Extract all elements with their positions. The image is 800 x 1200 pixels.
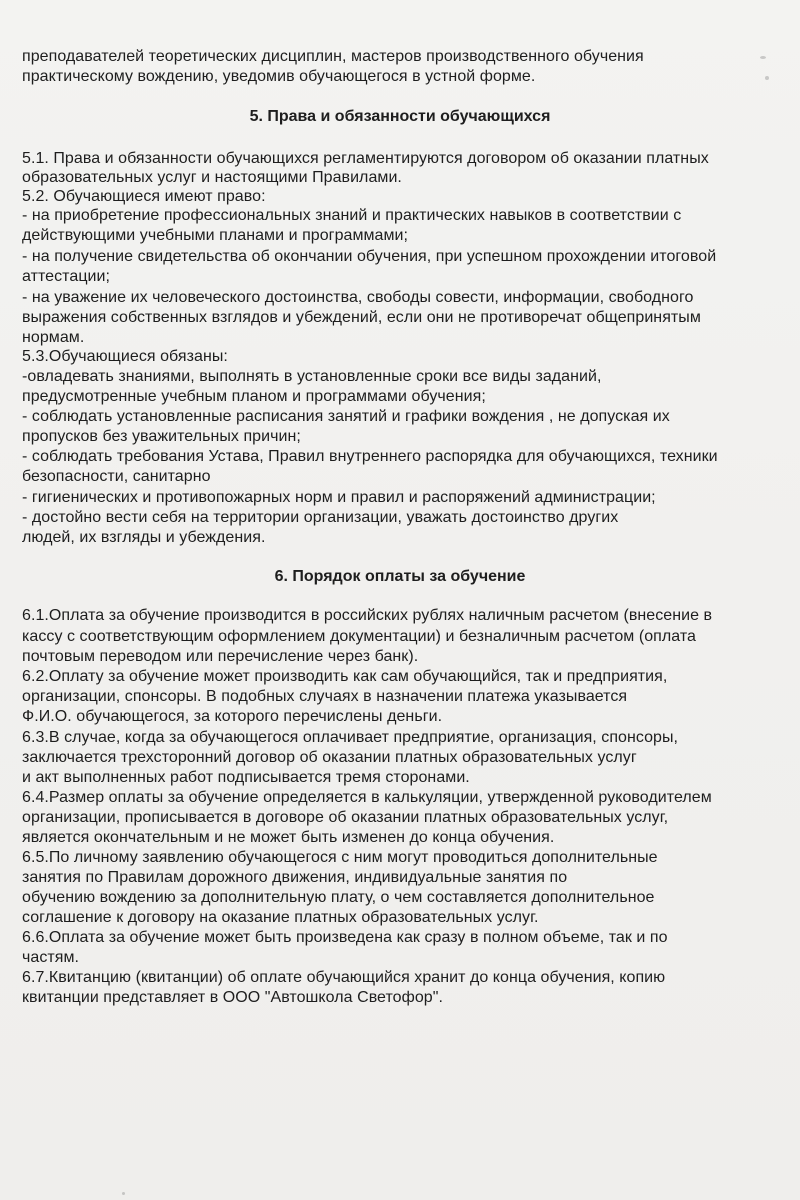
text-line: выражения собственных взглядов и убеждений, если они не противоречат общепринятым (22, 309, 701, 326)
text-line: является окончательным и не может быть изменен до конца обучения. (22, 829, 555, 846)
text-line: 5.2. Обучающиеся имеют право: (22, 188, 266, 205)
text-line: 6.3.В случае, когда за обучающегося оплачивает предприятие, организация, спонсоры, (22, 729, 679, 746)
text-line: - достойно вести себя на территории организации, уважать достоинство других (22, 509, 619, 526)
text-line: 6.7.Квитанцию (квитанции) об оплате обучающийся хранит до конца обучения, копию (22, 969, 666, 986)
text-line: заключается трехсторонний договор об оказании платных образовательных услуг (22, 749, 637, 766)
text-line: обучению вождению за дополнительную плату, о чем составляется дополнительное (22, 889, 655, 906)
text-line: и акт выполненных работ подписывается тремя сторонами. (22, 769, 470, 786)
scan-mark (122, 1192, 125, 1195)
text-line: - гигиенических и противопожарных норм и правил и распоряжений администрации; (22, 489, 656, 506)
text-line: 5.3.Обучающиеся обязаны: (22, 348, 228, 365)
text-line: - соблюдать требования Устава, Правил внутреннего распорядка для обучающихся, техники (22, 448, 718, 465)
text-line: безопасности, санитарно (22, 468, 211, 485)
text-line: кассу с соответствующим оформлением документации) и безналичным расчетом (оплата (22, 628, 696, 645)
text-line: 5.1. Права и обязанности обучающихся регламентируются договором об оказании платных (22, 150, 709, 167)
text-line: частям. (22, 949, 80, 966)
text-line: практическому вождению, уведомив обучающегося в устной форме. (22, 68, 536, 85)
text-line: - соблюдать установленные расписания занятий и графики вождения , не допуская их (22, 408, 670, 425)
text-line: организации, спонсоры. В подобных случаях в назначении платежа указывается (22, 688, 628, 705)
text-line: - на получение свидетельства об окончании обучения, при успешном прохождении итоговой (22, 248, 717, 265)
text-line: организации, прописывается в договоре об оказании платных образовательных услуг, (22, 809, 669, 826)
text-line: 6.6.Оплата за обучение может быть произведена как сразу в полном объеме, так и по (22, 929, 668, 946)
text-line: преподавателей теоретических дисциплин, мастеров производственного обучения (22, 48, 644, 65)
text-line: - на приобретение профессиональных знаний и практических навыков в соответствии с (22, 207, 682, 224)
text-line: квитанции представляет в ООО "Автошкола Светофор". (22, 989, 443, 1006)
text-line: -овладевать знаниями, выполнять в установленные сроки все виды заданий, (22, 368, 602, 385)
text-line: образовательных услуг и настоящими Правилами. (22, 169, 402, 186)
text-line: 6.1.Оплата за обучение производится в российских рублях наличным расчетом (внесение в (22, 607, 713, 624)
text-line: - на уважение их человеческого достоинства, свободы совести, информации, свободного (22, 289, 694, 306)
text-line: людей, их взгляды и убеждения. (22, 529, 266, 546)
text-line: 6.2.Оплату за обучение может производить как сам обучающийся, так и предприятия, (22, 668, 668, 685)
text-line: соглашение к договору на оказание платных образовательных услуг. (22, 909, 539, 926)
scan-mark (760, 56, 766, 59)
text-line: действующими учебными планами и программами; (22, 227, 409, 244)
text-line: Ф.И.О. обучающегося, за которого перечислены деньги. (22, 708, 443, 725)
text-line: пропусков без уважительных причин; (22, 428, 301, 445)
text-line: нормам. (22, 329, 85, 346)
text-line: 6.5.По личному заявлению обучающегося с ним могут проводиться дополнительные (22, 849, 658, 866)
section-5-heading: 5. Права и обязанности обучающихся (249, 108, 551, 125)
scan-mark (765, 76, 769, 80)
section-6-heading: 6. Порядок оплаты за обучение (274, 568, 526, 585)
text-line: аттестации; (22, 268, 111, 285)
text-line: занятия по Правилам дорожного движения, индивидуальные занятия по (22, 869, 568, 886)
text-line: 6.4.Размер оплаты за обучение определяется в калькуляции, утвержденной руководителем (22, 789, 712, 806)
text-line: почтовым переводом или перечисление через банк). (22, 648, 419, 665)
text-line: предусмотренные учебным планом и программами обучения; (22, 388, 486, 405)
